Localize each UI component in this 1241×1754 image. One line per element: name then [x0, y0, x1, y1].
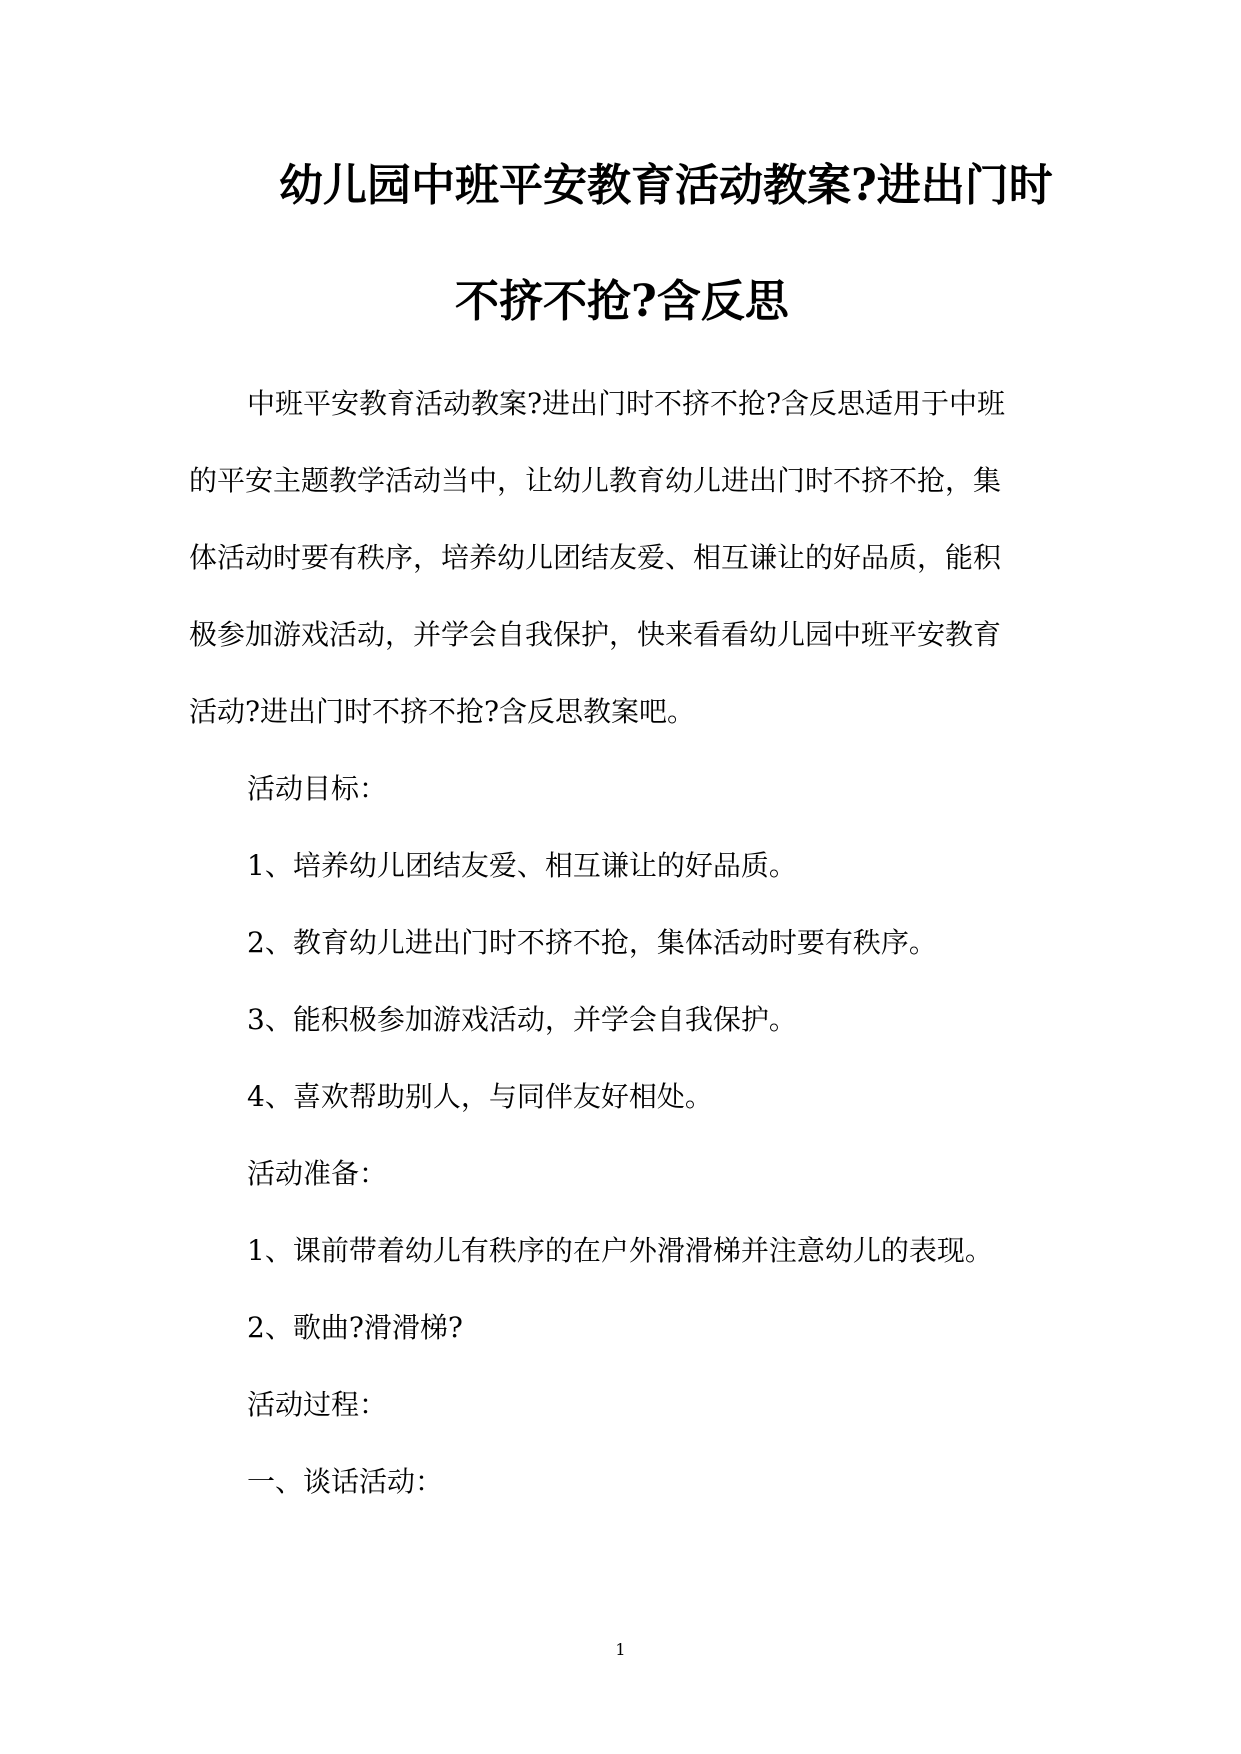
- prep-item: 1、课前带着幼儿有秩序的在户外滑滑梯并注意幼儿的表现。: [247, 1234, 993, 1267]
- process-item: 一、谈话活动：: [247, 1465, 444, 1498]
- intro-line: 活动?进出门时不挤不抢?含反思教案吧。: [189, 695, 696, 728]
- prep-item: 2、歌曲?滑滑梯?: [247, 1311, 463, 1344]
- intro-line: 体活动时要有秩序，培养幼儿团结友爱、相互谦让的好品质，能积: [189, 541, 1002, 574]
- goals-heading: 活动目标：: [247, 772, 388, 805]
- intro-line: 的平安主题教学活动当中，让幼儿教育幼儿进出门时不挤不抢，集: [189, 464, 1002, 497]
- process-heading: 活动过程：: [247, 1388, 388, 1421]
- goal-item: 2、教育幼儿进出门时不挤不抢，集体活动时要有秩序。: [247, 926, 937, 959]
- document-title-line-1: 幼儿园中班平安教育活动教案?进出门时: [279, 160, 1053, 211]
- intro-line: 中班平安教育活动教案?进出门时不挤不抢?含反思适用于中班: [247, 387, 1006, 420]
- document-title-line-2: 不挤不抢?含反思: [455, 276, 789, 327]
- goal-item: 4、喜欢帮助别人，与同伴友好相处。: [247, 1080, 713, 1113]
- intro-line: 极参加游戏活动，并学会自我保护，快来看看幼儿园中班平安教育: [189, 618, 1002, 651]
- page-number: 1: [615, 1640, 626, 1659]
- goal-item: 3、能积极参加游戏活动，并学会自我保护。: [247, 1003, 797, 1036]
- goal-item: 1、培养幼儿团结友爱、相互谦让的好品质。: [247, 849, 797, 882]
- prep-heading: 活动准备：: [247, 1157, 388, 1190]
